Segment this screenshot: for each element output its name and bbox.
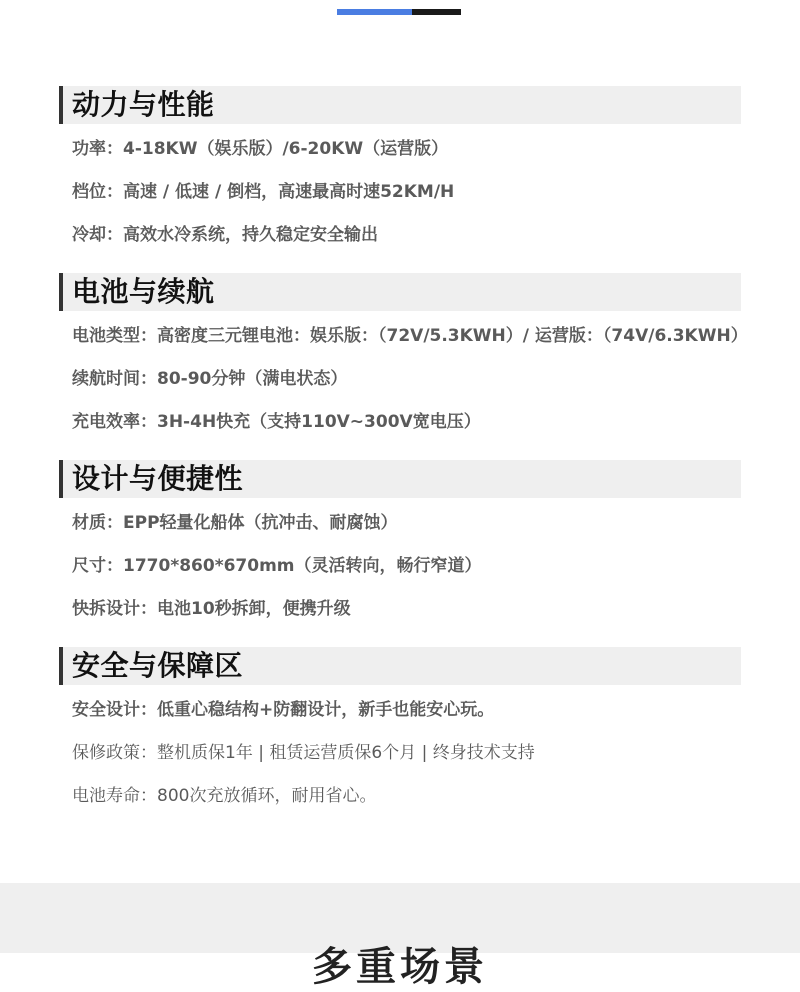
spec-key: 快拆设计：	[72, 599, 157, 619]
spec-item	[72, 401, 800, 444]
spec-item	[72, 214, 800, 257]
section-title: 电池与续航	[72, 275, 215, 308]
spec-value: 低重心稳结构+防翻设计，新手也能安心玩。	[157, 700, 495, 720]
spec-item	[72, 588, 800, 631]
spec-value: 800次充放循环，耐用省心。	[157, 786, 377, 806]
spec-item	[72, 689, 800, 732]
spec-value: 高效水冷系统，持久稳定安全输出	[123, 225, 378, 245]
spec-item	[72, 315, 800, 358]
top-accent-bar	[337, 9, 461, 15]
spec-value: 电池10秒拆卸，便携升级	[157, 599, 351, 619]
section-title: 设计与便捷性	[72, 462, 244, 495]
section-header	[59, 86, 741, 124]
spec-item	[72, 358, 800, 401]
section-battery-range	[59, 273, 800, 444]
spec-key: 冷却：	[72, 225, 123, 245]
section-title: 动力与性能	[72, 88, 215, 121]
accent-bar-blue	[337, 9, 412, 15]
spec-item	[72, 775, 800, 818]
section-power-performance	[59, 86, 800, 257]
spec-key: 功率：	[72, 139, 123, 159]
spec-item	[72, 171, 800, 214]
accent-bar-black	[412, 9, 461, 15]
spec-item	[72, 502, 800, 545]
spec-item	[72, 128, 800, 171]
spec-key: 档位：	[72, 182, 123, 202]
spec-value: 3H-4H快充（支持110V~300V宽电压）	[157, 412, 481, 432]
spec-value: 4-18KW（娱乐版）/6-20KW（运营版）	[123, 139, 449, 159]
spec-value: 1770*860*670mm（灵活转向，畅行窄道）	[123, 556, 482, 576]
spec-key: 充电效率：	[72, 412, 157, 432]
footer-heading: 多重场景	[312, 944, 488, 990]
spec-value: 整机质保1年 | 租赁运营质保6个月 | 终身技术支持	[157, 743, 535, 763]
section-header	[59, 647, 741, 685]
spec-key: 电池类型：	[72, 326, 157, 346]
spec-value: 高密度三元锂电池：娱乐版：（72V/5.3KWH）/ 运营版：（74V/6.3KWH）	[157, 326, 748, 346]
spec-key: 电池寿命：	[72, 786, 157, 806]
spec-key: 材质：	[72, 513, 123, 533]
spec-key: 安全设计：	[72, 700, 157, 720]
footer-band	[0, 883, 800, 990]
spec-key: 续航时间：	[72, 369, 157, 389]
spec-value: 80-90分钟（满电状态）	[157, 369, 348, 389]
section-header	[59, 273, 741, 311]
section-design-convenience	[59, 460, 800, 631]
section-title: 安全与保障区	[72, 649, 244, 682]
spec-value: 高速 / 低速 / 倒档，高速最高时速52KM/H	[123, 182, 455, 202]
spec-key: 尺寸：	[72, 556, 123, 576]
spec-item	[72, 545, 800, 588]
spec-item	[72, 732, 800, 775]
spec-key: 保修政策：	[72, 743, 157, 763]
section-header	[59, 460, 741, 498]
section-safety-warranty	[59, 647, 800, 818]
spec-value: EPP轻量化船体（抗冲击、耐腐蚀）	[123, 513, 398, 533]
